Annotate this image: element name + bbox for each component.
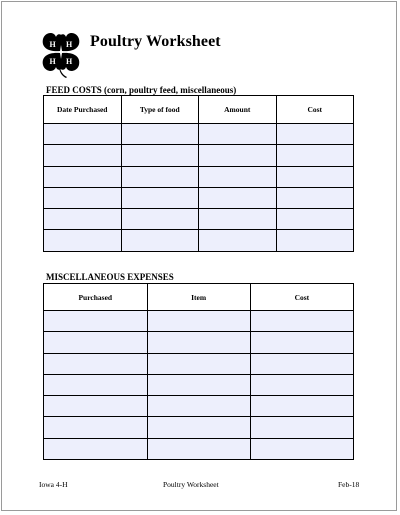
purchased-cell[interactable] <box>44 311 148 332</box>
column-header-cost: Cost <box>250 284 353 311</box>
table-row <box>44 145 354 166</box>
column-header-purchased: Purchased <box>44 284 148 311</box>
column-header-cost: Cost <box>276 96 354 124</box>
table-row <box>44 438 354 459</box>
svg-text:H: H <box>66 40 73 49</box>
cost-cell[interactable] <box>250 438 353 459</box>
table-row <box>44 209 354 230</box>
purchased-cell[interactable] <box>44 332 148 353</box>
item-cell[interactable] <box>147 353 250 374</box>
feed-costs-heading: FEED COSTS (corn, poultry feed, miscellaneous) <box>46 85 237 95</box>
column-header-date-purchased: Date Purchased <box>44 96 122 124</box>
amount-cell[interactable] <box>199 145 277 166</box>
svg-text:H: H <box>49 57 56 66</box>
cost-cell[interactable] <box>250 332 353 353</box>
misc-expenses-table <box>43 283 354 460</box>
table-row <box>44 187 354 208</box>
table-row <box>44 230 354 251</box>
purchased-cell[interactable] <box>44 438 148 459</box>
item-cell[interactable] <box>147 438 250 459</box>
item-cell[interactable] <box>147 332 250 353</box>
purchased-cell[interactable] <box>44 417 148 438</box>
misc-expenses-header-row <box>44 284 354 311</box>
type-cell[interactable] <box>121 124 199 145</box>
date-cell[interactable] <box>44 209 122 230</box>
table-row <box>44 396 354 417</box>
cost-cell[interactable] <box>250 311 353 332</box>
item-cell[interactable] <box>147 396 250 417</box>
footer-date: Feb-18 <box>338 480 360 489</box>
type-cell[interactable] <box>121 209 199 230</box>
date-cell[interactable] <box>44 230 122 251</box>
feed-costs-table <box>43 95 354 252</box>
footer-title: Poultry Worksheet <box>163 480 219 489</box>
item-cell[interactable] <box>147 374 250 395</box>
column-header-item: Item <box>147 284 250 311</box>
table-row <box>44 332 354 353</box>
cost-cell[interactable] <box>250 417 353 438</box>
purchased-cell[interactable] <box>44 374 148 395</box>
date-cell[interactable] <box>44 166 122 187</box>
cost-cell[interactable] <box>276 230 354 251</box>
type-cell[interactable] <box>121 166 199 187</box>
item-cell[interactable] <box>147 417 250 438</box>
amount-cell[interactable] <box>199 187 277 208</box>
type-cell[interactable] <box>121 187 199 208</box>
amount-cell[interactable] <box>199 166 277 187</box>
cost-cell[interactable] <box>276 166 354 187</box>
misc-expenses-heading: MISCELLANEOUS EXPENSES <box>46 272 174 282</box>
cost-cell[interactable] <box>276 124 354 145</box>
worksheet-page <box>1 1 397 511</box>
cost-cell[interactable] <box>276 187 354 208</box>
purchased-cell[interactable] <box>44 353 148 374</box>
cost-cell[interactable] <box>250 374 353 395</box>
amount-cell[interactable] <box>199 124 277 145</box>
date-cell[interactable] <box>44 145 122 166</box>
svg-text:H: H <box>66 57 73 66</box>
feed-costs-header-row <box>44 96 354 124</box>
type-cell[interactable] <box>121 145 199 166</box>
table-row <box>44 417 354 438</box>
page-title: Poultry Worksheet <box>90 33 221 50</box>
table-row <box>44 374 354 395</box>
type-cell[interactable] <box>121 230 199 251</box>
purchased-cell[interactable] <box>44 396 148 417</box>
column-header-amount: Amount <box>199 96 277 124</box>
cost-cell[interactable] <box>250 353 353 374</box>
table-row <box>44 311 354 332</box>
date-cell[interactable] <box>44 187 122 208</box>
date-cell[interactable] <box>44 124 122 145</box>
svg-text:H: H <box>49 40 56 49</box>
footer-organization: Iowa 4-H <box>39 480 68 489</box>
item-cell[interactable] <box>147 311 250 332</box>
four-h-clover-logo-icon <box>39 30 83 78</box>
table-row <box>44 166 354 187</box>
cost-cell[interactable] <box>250 396 353 417</box>
cost-cell[interactable] <box>276 209 354 230</box>
cost-cell[interactable] <box>276 145 354 166</box>
table-row <box>44 124 354 145</box>
amount-cell[interactable] <box>199 230 277 251</box>
column-header-type-of-food: Type of food <box>121 96 199 124</box>
table-row <box>44 353 354 374</box>
amount-cell[interactable] <box>199 209 277 230</box>
